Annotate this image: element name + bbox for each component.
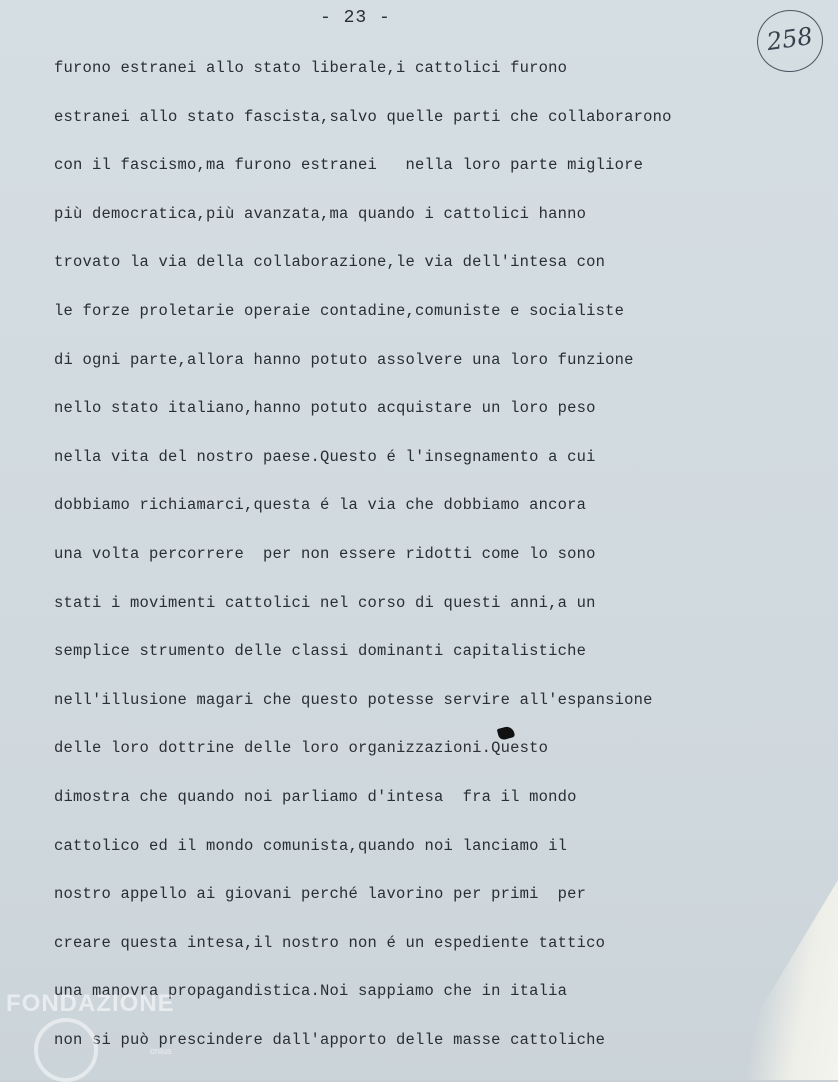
text-line: estranei allo stato fascista,salvo quelle parti che collaborarono <box>54 107 672 126</box>
text-line: semplice strumento delle classi dominanti capitalistiche <box>54 642 587 661</box>
text-line: nostro appello ai giovani perché lavorino per primi per <box>54 885 587 904</box>
watermark-text: FONDAZIONE <box>6 990 175 1017</box>
text-line: delle loro dottrine delle loro organizzazioni.Questo <box>54 739 549 758</box>
text-line: con il fascismo,ma furono estranei nella loro parte migliore <box>54 156 644 175</box>
text-line: le forze proletarie operaie contadine,comuniste e socialiste <box>54 301 625 320</box>
text-line: nell'illusione magari che questo potesse servire all'espansione <box>54 690 653 709</box>
text-line: una volta percorrere per non essere ridotti come lo sono <box>54 544 596 563</box>
typewritten-text <box>54 56 774 1076</box>
text-line: creare questa intesa,il nostro non é un espediente tattico <box>54 933 606 952</box>
watermark-logo-icon <box>34 1018 98 1082</box>
text-line: una manovra propagandistica.Noi sappiamo che in italia <box>54 982 568 1001</box>
text-line: cattolico ed il mondo comunista,quando noi lanciamo il <box>54 836 568 855</box>
text-line: dobbiamo richiamarci,questa é la via che dobbiamo ancora <box>54 496 587 515</box>
watermark-subtext: onlus <box>150 1046 172 1056</box>
text-line: non si può prescindere dall'apporto delle masse cattoliche <box>54 1030 606 1049</box>
page-number: - 23 - <box>320 8 391 28</box>
archive-number: 258 <box>765 21 815 57</box>
text-line: nella vita del nostro paese.Questo é l'insegnamento a cui <box>54 447 596 466</box>
text-line: dimostra che quando noi parliamo d'intesa fra il mondo <box>54 787 577 806</box>
text-line: trovato la via della collaborazione,le via dell'intesa con <box>54 253 606 272</box>
text-line: stati i movimenti cattolici nel corso di questi anni,a un <box>54 593 596 612</box>
text-line: più democratica,più avanzata,ma quando i cattolici hanno <box>54 204 587 223</box>
text-line: furono estranei allo stato liberale,i cattolici furono <box>54 59 568 77</box>
text-line: di ogni parte,allora hanno potuto assolvere una loro funzione <box>54 350 634 369</box>
text-line: nello stato italiano,hanno potuto acquistare un loro peso <box>54 399 596 418</box>
